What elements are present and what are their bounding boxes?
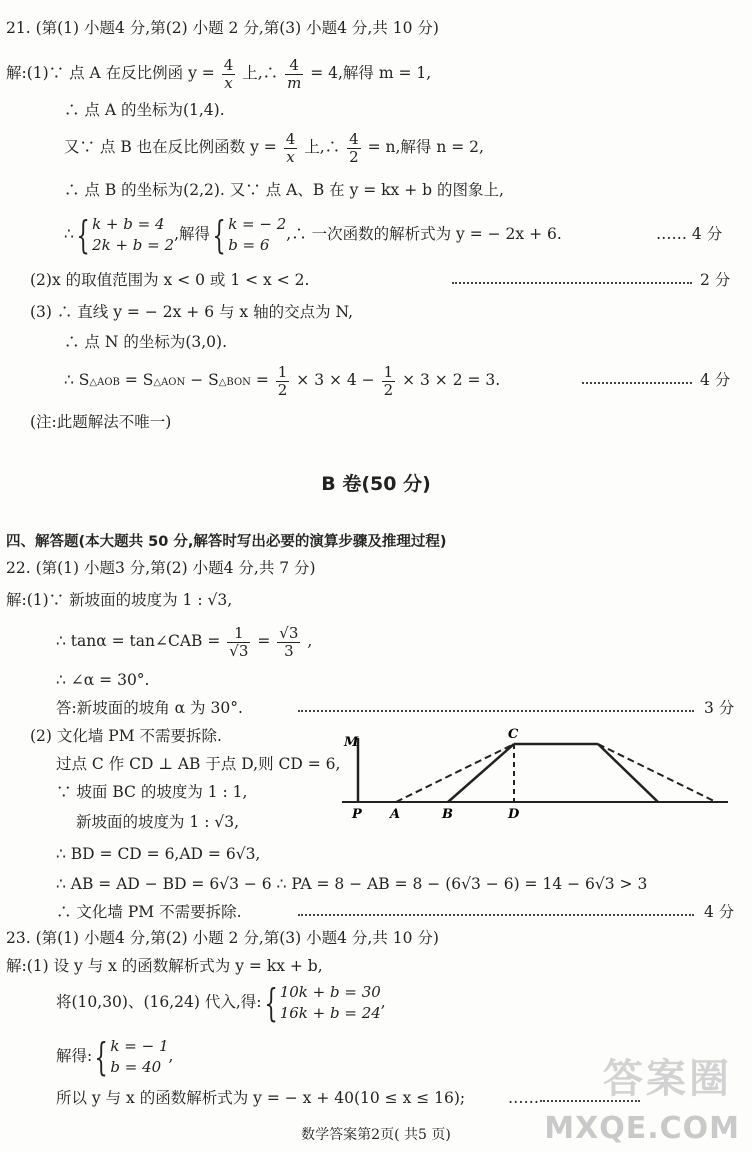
q22-line10: ∴ AB = AD − BD = 6√3 − 6 ∴ PA = 8 − AB = 8 − (6√3 − 6) = 14 − 6√3 > 3 [56,875,648,893]
q21-line5: ∴{ k + b = 4 2k + b = 2 ,解得{ k = − 2 b = 6 ,∴ 一次函数的解析式为 y = − 2x + 6. [64,213,562,257]
q22-line3: ∴ ∠α = 30°. [56,671,150,689]
q22-line2: ∴ tanα = tan∠CAB = $\frac{1}{√3}$ = $\frac{√3}{3}$ , [56,623,313,660]
q21-note: (注:此题解法不唯一) [30,413,172,431]
q21-line2: ∴ 点 A 的坐标为(1,4). [64,101,225,119]
q21-line9: ∴ S△AOB = S△AON − S△BON = $\frac{1}{2}$ × 3 × 4 − $\frac{1}{2}$ × 3 × 2 = 3. [64,362,501,399]
q21-line1: 解:(1)∵ 点 A 在反比例函 y = $\frac{4}{x}$ 上,∴ $\frac{4}{m}$ = 4,解得 m = 1, [6,55,432,92]
q22-score-2: 4 分 [704,903,735,921]
q22-line5: (2) 文化墙 PM 不需要拆除. [30,727,222,745]
q21-score-2: 2 分 [700,271,731,289]
watermark-text: MXQE.COM [544,1111,740,1146]
q21-header: 21. (第(1) 小题4 分,第(2) 小题 2 分,第(3) 小题4 分,共 10 分) [6,19,439,37]
q22-line4: 答:新坡面的坡角 α 为 30°. [56,699,243,717]
label-a: A [390,807,401,822]
q22-line8: 新坡面的坡度为 1 : √3, [76,813,240,831]
q21-dots-2 [452,282,692,284]
q21-line3: 又∵ 点 B 也在反比例函数 y = $\frac{4}{x}$ 上,∴ $\frac{4}{2}$ = n,解得 n = 2, [64,129,484,166]
section-4-header: 四、解答题(本大题共 50 分,解答时写出必要的演算步骤及推理过程) [6,534,447,550]
q21-dots-3 [582,382,692,384]
q23-line4: 所以 y 与 x 的函数解析式为 y = − x + 40(10 ≤ x ≤ 16); [56,1089,466,1107]
q21-line4: ∴ 点 B 的坐标为(2,2). 又∵ 点 A、B 在 y = kx + b 的图象上, [64,181,504,199]
q21-line8: ∴ 点 N 的坐标为(3,0). [64,333,228,351]
q22-score-1: 3 分 [704,699,735,717]
diagram-new-slope-ac [396,744,514,802]
diagram-right-slope [598,744,658,802]
diagram-right-dashed [598,744,716,802]
label-c: C [508,727,519,742]
q21-score-1: …… 4 分 [656,225,723,243]
label-b: B [442,807,453,822]
q21-line7: (3) ∴ 直线 y = − 2x + 6 与 x 轴的交点为 N, [30,303,354,321]
q23-line1: 解:(1) 设 y 与 x 的函数解析式为 y = kx + b, [6,957,323,975]
q22-line6: 过点 C 作 CD ⊥ AB 于点 D,则 CD = 6, [56,755,341,773]
q22-line9: ∴ BD = CD = 6,AD = 6√3, [56,845,261,863]
q22-line1: 解:(1)∵ 新坡面的坡度为 1 : √3, [6,591,233,609]
q22-dots-2 [298,914,694,916]
label-d: D [508,807,520,822]
diagram-slope-bc [448,744,514,802]
q21-score-3: 4 分 [700,371,731,389]
label-p: P [352,807,362,822]
q23-score-dots: …… [508,1089,539,1107]
q23-header: 23. (第(1) 小题4 分,第(2) 小题 2 分,第(3) 小题4 分,共 10 分) [6,929,439,947]
q22-line11: ∴ 文化墙 PM 不需要拆除. [56,903,242,921]
slope-diagram [330,722,730,822]
watermark-logo: 答案圈 [603,1056,732,1102]
q22-header: 22. (第(1) 小题3 分,第(2) 小题4 分,共 7 分) [6,559,316,577]
q22-line7: ∵ 坡面 BC 的坡度为 1 : 1, [56,783,248,801]
q21-line6: (2)x 的取值范围为 x < 0 或 1 < x < 2. [30,271,310,289]
section-b-title: B 卷(50 分) [321,473,431,495]
label-m: M [344,735,359,750]
q23-line3: 解得:{ k = − 1 b = 40 , [56,1035,174,1079]
page-footer: 数学答案第2页( 共5 页) [301,1127,451,1143]
q23-line2: 将(10,30)、(16,24) 代入,得:{ 10k + b = 30 16k + b = 24 , [56,981,386,1025]
q22-dots-1 [298,710,694,712]
